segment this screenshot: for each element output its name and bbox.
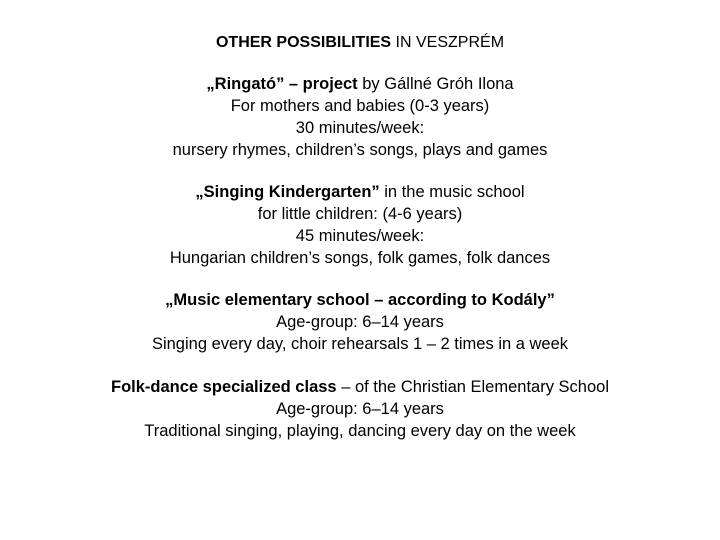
section-folk-dance-class [0,376,720,442]
section-heading-bold: „Music elementary school – according to Kodály” [165,291,555,309]
section-line: Age-group: 6–14 years [276,400,444,418]
section-line: for little children: (4-6 years) [257,205,463,223]
page-title-rest: IN VESZPRÉM [391,34,505,51]
section-line: For mothers and babies (0-3 years) [230,97,490,115]
section-ringato [0,73,720,161]
section-line: Traditional singing, playing, dancing every day on the week [144,422,576,440]
section-heading-bold: „Singing Kindergarten” [195,183,380,201]
section-heading [0,181,720,203]
page-title [0,33,720,53]
section-singing-kindergarten [0,181,720,269]
section-heading [0,73,720,95]
section-line: Hungarian children’s songs, folk games, folk dances [169,249,551,267]
section-line: 45 minutes/week: [295,227,425,245]
section-music-elementary-school [0,289,720,355]
section-line: nursery rhymes, children’s songs, plays and games [172,141,548,159]
section-heading-rest: in the music school [379,183,525,201]
section-heading-rest: – of the Christian Elementary School [336,378,609,396]
section-line: 30 minutes/week: [295,119,425,137]
section-heading-bold: „Ringató” – project [206,75,358,93]
section-line: Singing every day, choir rehearsals 1 – 2 times in a week [151,335,569,353]
page-title-bold: OTHER POSSIBILITIES [215,34,392,51]
section-heading-rest: by Gállné Gróh Ilona [357,75,514,93]
section-line: Age-group: 6–14 years [276,313,444,331]
section-heading-bold: Folk-dance specialized class [111,378,337,396]
section-heading [0,289,720,311]
section-heading [0,376,720,398]
